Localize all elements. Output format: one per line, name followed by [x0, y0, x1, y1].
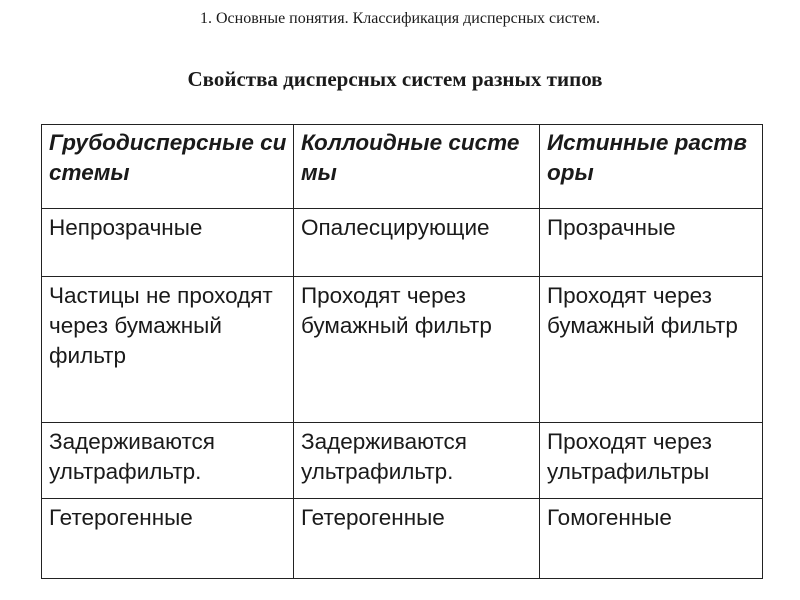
properties-table [41, 124, 763, 579]
table-row [42, 277, 763, 423]
table-cell: Опалесцирующие [294, 209, 540, 277]
column-header-true-solutions: Истинные растворы [540, 125, 763, 209]
table-cell: Проходят через бумажный фильтр [540, 277, 763, 423]
table-row [42, 209, 763, 277]
table-row [42, 499, 763, 579]
table-cell: Задерживаются ультрафильтр. [294, 423, 540, 499]
slide-title: Свойства дисперсных систем разных типов [187, 67, 603, 91]
column-header-coarse: Грубодисперсные системы [42, 125, 294, 209]
table-cell: Гомогенные [540, 499, 763, 579]
table-cell: Гетерогенные [42, 499, 294, 579]
table-row [42, 423, 763, 499]
table-header-row [42, 125, 763, 209]
column-header-colloid: Коллоидные системы [294, 125, 540, 209]
table-cell: Проходят через ультрафильтры [540, 423, 763, 499]
table-cell: Гетерогенные [294, 499, 540, 579]
table-cell: Частицы не проходят через бумажный фильтр [42, 277, 294, 423]
table-cell: Прозрачные [540, 209, 763, 277]
table-cell: Непрозрачные [42, 209, 294, 277]
section-header: 1. Основные понятия. Классификация дисперсных систем. [199, 10, 601, 27]
table-cell: Проходят через бумажный фильтр [294, 277, 540, 423]
table-cell: Задерживаются ультрафильтр. [42, 423, 294, 499]
